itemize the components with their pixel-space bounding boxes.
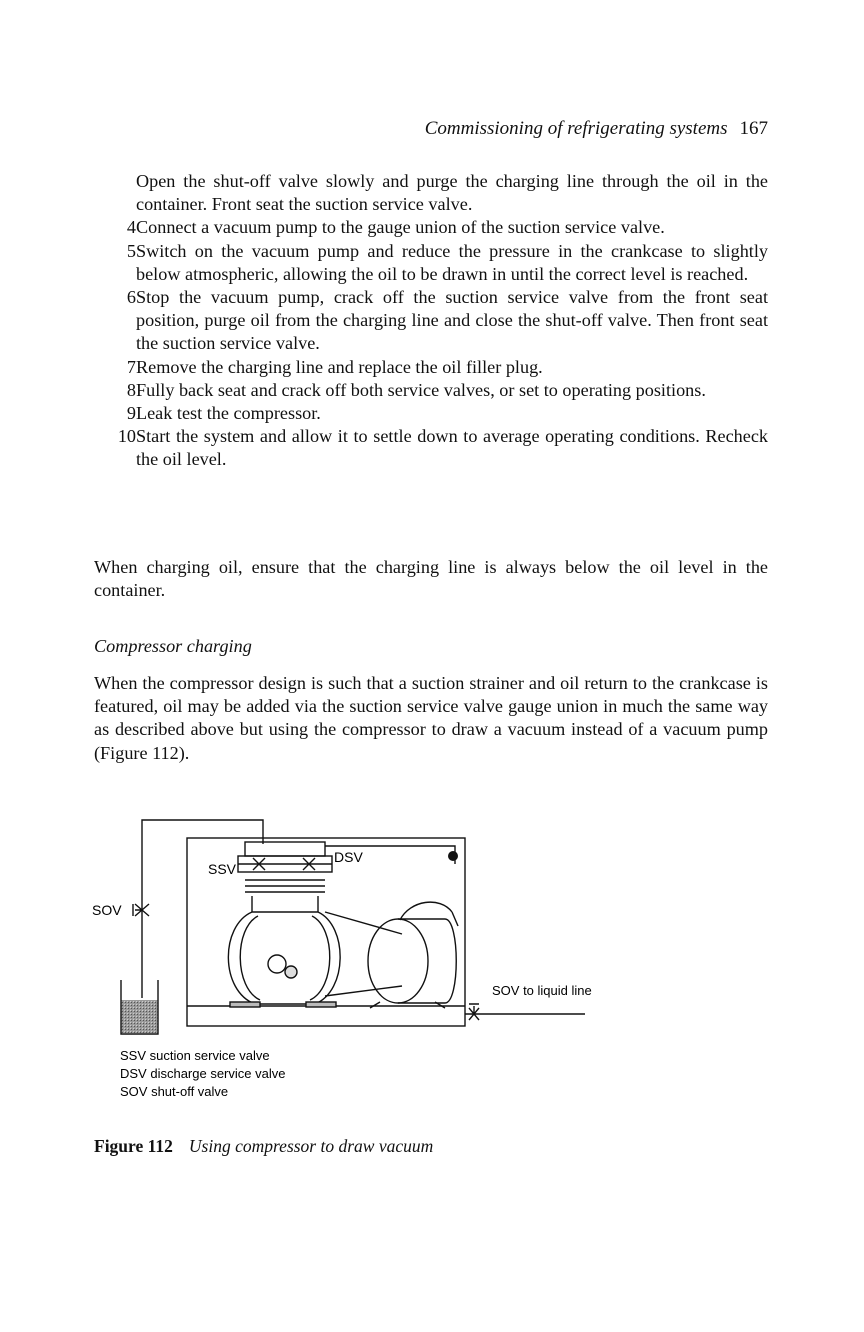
list-item: 10 Start the system and allow it to settle down to average operating conditions. Recheck the oil level. [117, 426, 768, 470]
compressor-diagram [80, 816, 640, 1116]
paragraph-oil-charging: When charging oil, ensure that the charging line is always below the oil level in the container. [94, 557, 768, 601]
motor [368, 919, 428, 1003]
label-dsv: DSV [334, 849, 363, 865]
caption-label: Figure 112 [94, 1136, 173, 1156]
running-header [0, 118, 768, 140]
list-item: 6 Stop the vacuum pump, crack off the suction service valve from the front seat position, purge oil from the charging line and close the shut-off valve. Then front seat the suction service valve. [126, 287, 768, 354]
gauge-dot [448, 851, 458, 861]
figure-caption [94, 1136, 433, 1157]
procedure-steps [94, 170, 768, 472]
oil [121, 1000, 158, 1033]
valve-icon [133, 904, 149, 916]
running-title: Commissioning of refrigerating systems [424, 118, 728, 139]
list-item: Open the shut-off valve slowly and purge the charging line through the oil in the container. Front seat the suction service valve. [136, 171, 768, 215]
list-item: 4 Connect a vacuum pump to the gauge union of the suction service valve. [126, 217, 665, 238]
label-ssv: SSV [208, 861, 237, 877]
caption-text: Using compressor to draw vacuum [188, 1136, 434, 1156]
list-item: 7 Remove the charging line and replace the oil filler plug. [126, 356, 543, 377]
label-sov-liquid-line: SOV to liquid line [492, 983, 592, 998]
list-item: 5 Switch on the vacuum pump and reduce the pressure in the crankcase to slightly below atmospheric, allowing the oil to be drawn in until the correct level is reached. [126, 240, 768, 284]
paragraph-compressor-charging: When the compressor design is such that a suction strainer and oil return to the crankcase is featured, oil may be added via the suction service valve gauge union in much the same way as described above but using the compressor to draw a vacuum instead of a vacuum pump (Figure 112). [94, 673, 768, 763]
legend-ssv: SSV suction service valve [120, 1048, 270, 1063]
section-subheading: Compressor charging [94, 636, 252, 656]
figure-112 [80, 816, 640, 1116]
list-item: 8 Fully back seat and crack off both service valves, or set to operating positions. [126, 379, 706, 400]
legend-dsv: DSV discharge service valve [120, 1066, 286, 1081]
legend-sov: SOV shut-off valve [120, 1084, 229, 1099]
page-number: 167 [739, 118, 768, 139]
label-sov: SOV [92, 902, 122, 918]
list-item: 9 Leak test the compressor. [126, 403, 321, 424]
